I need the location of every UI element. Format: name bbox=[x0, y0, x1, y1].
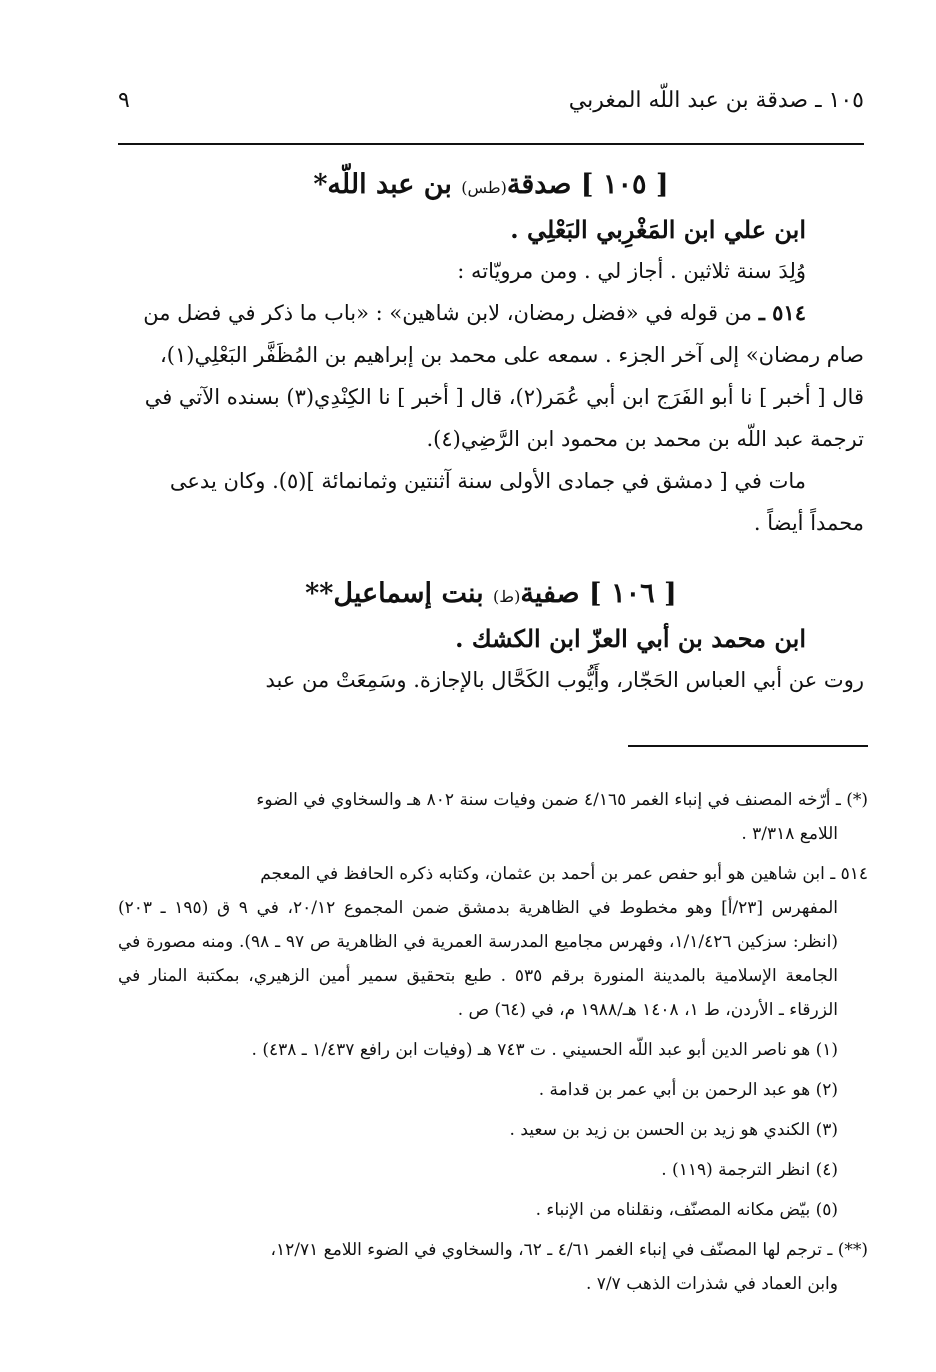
running-title: ١٠٥ ـ صدقة بن عبد اللّه المغربي bbox=[568, 88, 864, 113]
footnote-rule bbox=[628, 745, 868, 747]
entry-106-title-name: [ ١٠٦ ] صفية bbox=[520, 578, 677, 609]
footnote-1: (١) هو ناصر الدين أبو عبد اللّه الحسيني . ت ٧٤٣ هـ (وفيات ابن رافع ١/٤٣٧ ـ ٤٣٨) . bbox=[251, 1040, 838, 1060]
entry-106-sigla: (ط) bbox=[493, 587, 521, 606]
footnote-3: (٣) الكندي هو زيد بن الحسن بن زيد بن سعيد . bbox=[509, 1120, 838, 1140]
entry-105-title-rest: بن عبد اللّه* bbox=[313, 169, 452, 200]
footnote-star-text: (*) ـ أرّخه المصنف في إنباء الغمر ٤/١٦٥ ضمن وفيات سنة ٨٠٢ هـ والسخاوي في الضوء bbox=[256, 790, 868, 810]
main-text bbox=[118, 163, 864, 701]
footnote-514-text: ٥١٤ ـ ابن شاهين هو أبو حفص عمر بن أحمد بن عثمان، وكتابه ذكره الحافظ في المعجم bbox=[260, 864, 868, 884]
footnote-514-cont: المفهرس [٢٣/أ] وهو مخطوط في الظاهرية بدمشق ضمن المجموع ٢٠/١٢، في ٩ ق (١٩٥ ـ ٢٠٣) (انظر: سزكين ١/١/٤٢٦، وفهرس مجاميع المدرسة العمرية في الظاهرية ص ٩٧ ـ ٩٨). ومنه مصورة في الجامعة الإسلامية بالمدينة المنورة برقم ٥٣٥ . طبع بتحقيق سمير أمين الزهيري، بمكتبة المنار في الزرقاء ـ الأردن، ط ١، ١٤٠٨ هـ/١٩٨٨ م، في (٦٤) ص . bbox=[118, 898, 838, 1020]
footnote-4: (٤) انظر الترجمة (١١٩) . bbox=[661, 1160, 838, 1180]
item-514-number: ٥١٤ ـ bbox=[758, 300, 806, 325]
footnote-star bbox=[118, 783, 868, 851]
footnote-514 bbox=[118, 857, 868, 1027]
entry-106-title bbox=[118, 572, 864, 619]
footnotes bbox=[118, 783, 868, 1307]
footnote-double-star bbox=[118, 1233, 868, 1301]
header-rule bbox=[118, 143, 864, 145]
footnote-2: (٢) هو عبد الرحمن بن أبي عمر بن قدامة . bbox=[538, 1080, 838, 1100]
page-number: ٩ bbox=[118, 88, 130, 113]
item-514-line-1 bbox=[118, 292, 864, 334]
item-514-line-3: قال [ أخبر ] نا أبو الفَرَج ابن أبي عُمَر(٢)، قال [ أخبر ] نا الكِنْدِي(٣) بسنده الآتي في bbox=[144, 385, 864, 409]
footnote-5: (٥) بيّض مكانه المصنّف، ونقلناه من الإنباء . bbox=[535, 1200, 838, 1220]
death-line-2: محمداً أيضاً . bbox=[753, 511, 864, 535]
item-514-line-4: ترجمة عبد اللّه بن محمد بن محمود ابن الرَّضِي(٤). bbox=[426, 427, 864, 451]
footnote-double-star-cont: وابن العماد في شذرات الذهب ٧/٧ . bbox=[585, 1274, 838, 1294]
page-header bbox=[118, 88, 864, 113]
entry-106-lineage: ابن محمد بن أبي العزّ ابن الكشك . bbox=[455, 624, 806, 653]
entry-105-title-name: [ ١٠٥ ] صدقة bbox=[506, 169, 669, 200]
footnote-double-star-text: (**) ـ ترجم لها المصنّف في إنباء الغمر ٤/٦١ ـ ٦٢، والسخاوي في الضوء اللامع ١٢/٧١، bbox=[270, 1240, 868, 1260]
entry-106-text: روت عن أبي العباس الحَجّار، وأَيُّوب الكَحَّال بالإجازة. وسَمِعَتْ من عبد bbox=[265, 668, 864, 692]
entry-gap bbox=[118, 544, 864, 572]
footnote-star-cont: اللامع ٣/٣١٨ . bbox=[741, 824, 838, 844]
entry-105-birth: وُلِدَ سنة ثلاثين . أجاز لي . ومن مرويّاته : bbox=[457, 259, 806, 283]
entry-106-title-rest: بنت إسماعيل** bbox=[305, 578, 484, 609]
entry-105-lineage: ابن علي ابن المَغْرِبي البَعْلِي . bbox=[510, 215, 806, 244]
item-514-text-a: من قوله في «فضل رمضان، لابن شاهين» : «باب ما ذكر في فضل من bbox=[143, 301, 752, 325]
death-line-1: مات في [ دمشق في جمادى الأولى سنة آثنتين وثمانمائة ](٥). وكان يدعى bbox=[169, 469, 806, 493]
entry-105-sigla: (طس) bbox=[461, 178, 507, 197]
entry-105-title bbox=[118, 163, 864, 210]
item-514-line-2: صام رمضان» إلى آخر الجزء . سمعه على محمد بن إبراهيم بن المُظَفَّر البَعْلِي(١)، bbox=[160, 343, 864, 367]
